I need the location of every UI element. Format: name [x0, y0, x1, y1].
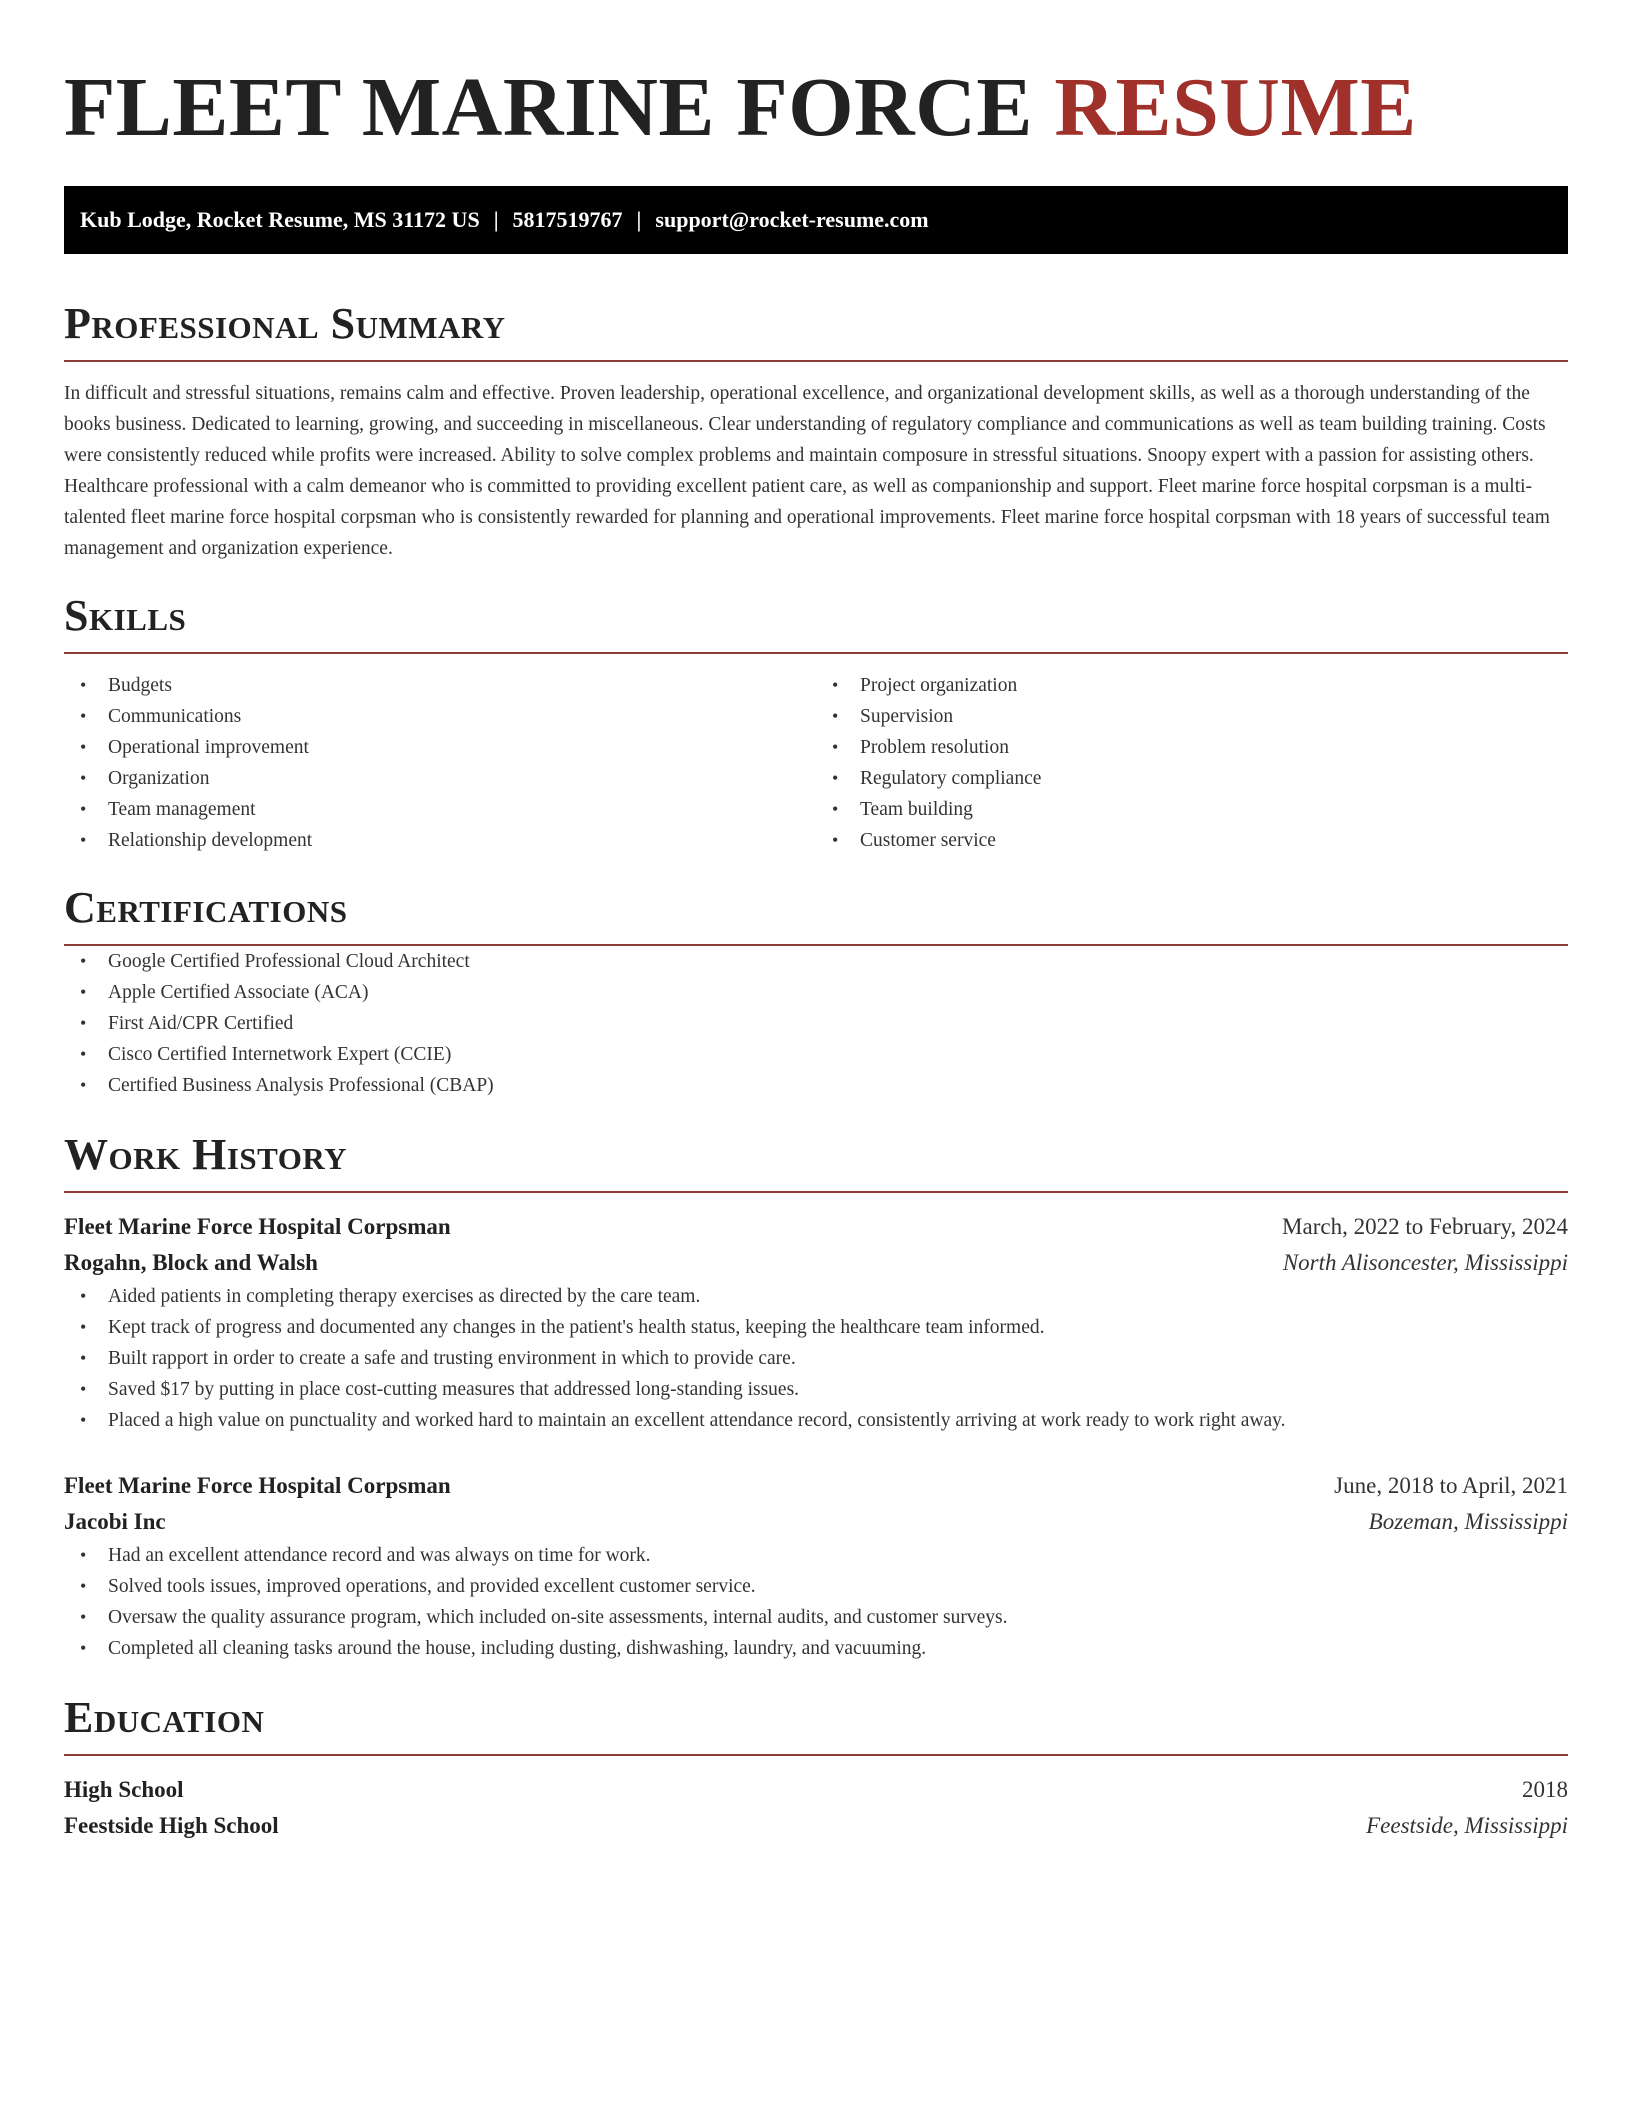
section-divider — [64, 1191, 1568, 1193]
contact-bar — [64, 186, 1568, 254]
job-entry — [64, 1468, 1568, 1664]
job-company: Rogahn, Block and Walsh — [64, 1250, 318, 1275]
job-header-row — [64, 1209, 1568, 1245]
title-accent: RESUME — [1054, 61, 1417, 154]
skill-item: • Supervision — [816, 701, 1568, 732]
skill-item: • Customer service — [816, 825, 1568, 856]
job-title: Fleet Marine Force Hospital Corpsman — [64, 1214, 451, 1239]
skills-heading: Skills — [64, 591, 187, 640]
job-duty-item: • Solved tools issues, improved operations, and provided excellent customer service. — [64, 1571, 1568, 1602]
job-duties-list — [64, 1540, 1568, 1664]
summary-text: In difficult and stressful situations, remains calm and effective. Proven leadership, operational excellence, and organizational development skills, as well as a thorough understanding of the books business. Dedicated to learning, growing, and succeeding in miscellaneous. Clear understanding of regulatory compliance and communications as well as team building training. Costs were consistently reduced while profits were increased. Ability to solve complex problems and maintain composure in stressful situations. Snoopy expert with a passion for assisting others. Healthcare professional with a calm demeanor who is committed to providing excellent patient care, as well as companionship and support. Fleet marine force hospital corpsman is a multi-talented fleet marine force hospital corpsman who is consistently rewarded for planning and operational improvements. Fleet marine force hospital corpsman with 18 years of successful team management and organization experience. — [64, 383, 1550, 559]
certification-item: • Apple Certified Associate (ACA) — [64, 977, 1568, 1008]
education-degree-row — [64, 1772, 1568, 1808]
education-entry — [64, 1772, 1568, 1844]
skill-item: • Team management — [64, 794, 816, 825]
skill-item: • Team building — [816, 794, 1568, 825]
section-divider — [64, 1754, 1568, 1756]
education-degree: High School — [64, 1777, 184, 1802]
job-duties-list — [64, 1281, 1568, 1436]
education-school-row — [64, 1808, 1568, 1844]
skill-item: • Budgets — [64, 670, 816, 701]
job-duty-item: • Built rapport in order to create a safe and trusting environment in which to provide care. — [64, 1343, 1568, 1374]
certification-item: • First Aid/CPR Certified — [64, 1008, 1568, 1039]
education-year: 2018 — [1522, 1777, 1568, 1802]
skills-list-left — [64, 670, 816, 856]
skill-item: • Organization — [64, 763, 816, 794]
contact-separator: | — [636, 207, 642, 232]
skill-item: • Project organization — [816, 670, 1568, 701]
job-duty-item: • Aided patients in completing therapy exercises as directed by the care team. — [64, 1281, 1568, 1312]
job-entry — [64, 1209, 1568, 1436]
contact-address: Kub Lodge, Rocket Resume, MS 31172 US — [80, 207, 480, 232]
contact-email: support@rocket-resume.com — [655, 207, 929, 232]
job-duty-item: • Saved $17 by putting in place cost-cutting measures that addressed long-standing issues. — [64, 1374, 1568, 1405]
skill-item: • Relationship development — [64, 825, 816, 856]
job-header-row — [64, 1468, 1568, 1504]
job-title: Fleet Marine Force Hospital Corpsman — [64, 1473, 451, 1498]
job-location: North Alisoncester, Mississippi — [1282, 1250, 1568, 1275]
certification-item: • Certified Business Analysis Professional (CBAP) — [64, 1070, 1568, 1101]
certifications-list — [64, 946, 1568, 1101]
certification-item: • Google Certified Professional Cloud Architect — [64, 946, 1568, 977]
job-location: Bozeman, Mississippi — [1368, 1509, 1568, 1534]
summary-heading: Professional Summary — [64, 299, 506, 348]
skill-item: • Operational improvement — [64, 732, 816, 763]
job-duty-item: • Completed all cleaning tasks around the house, including dusting, dishwashing, laundry, and vacuuming. — [64, 1633, 1568, 1664]
title-main: FLEET MARINE FORCE — [64, 61, 1055, 154]
education-school: Feestside High School — [64, 1813, 279, 1838]
certifications-heading: Certifications — [64, 883, 348, 932]
job-duty-item: • Oversaw the quality assurance program, which included on-site assessments, internal audits, and customer surveys. — [64, 1602, 1568, 1633]
work-history-heading: Work History — [64, 1130, 348, 1179]
skill-item: • Regulatory compliance — [816, 763, 1568, 794]
skills-list-right — [816, 670, 1568, 856]
certification-item: • Cisco Certified Internetwork Expert (CCIE) — [64, 1039, 1568, 1070]
education-heading: Education — [64, 1693, 265, 1742]
job-duty-item: • Had an excellent attendance record and was always on time for work. — [64, 1540, 1568, 1571]
skill-item: • Problem resolution — [816, 732, 1568, 763]
job-dates: June, 2018 to April, 2021 — [1334, 1473, 1568, 1498]
section-divider — [64, 360, 1568, 362]
skill-item: • Communications — [64, 701, 816, 732]
contact-phone: 5817519767 — [512, 207, 623, 232]
job-company-row — [64, 1504, 1568, 1540]
job-dates: March, 2022 to February, 2024 — [1282, 1214, 1568, 1239]
resume-title — [64, 58, 1568, 154]
job-duty-item: • Placed a high value on punctuality and worked hard to maintain an excellent attendance record, consistently arriving at work ready to work right away. — [64, 1405, 1568, 1436]
education-location: Feestside, Mississippi — [1366, 1813, 1568, 1838]
job-duty-item: • Kept track of progress and documented any changes in the patient's health status, keeping the healthcare team informed. — [64, 1312, 1568, 1343]
job-company-row — [64, 1245, 1568, 1281]
contact-separator: | — [493, 207, 499, 232]
job-company: Jacobi Inc — [64, 1509, 166, 1534]
section-divider — [64, 652, 1568, 654]
skills-grid — [64, 670, 1568, 856]
